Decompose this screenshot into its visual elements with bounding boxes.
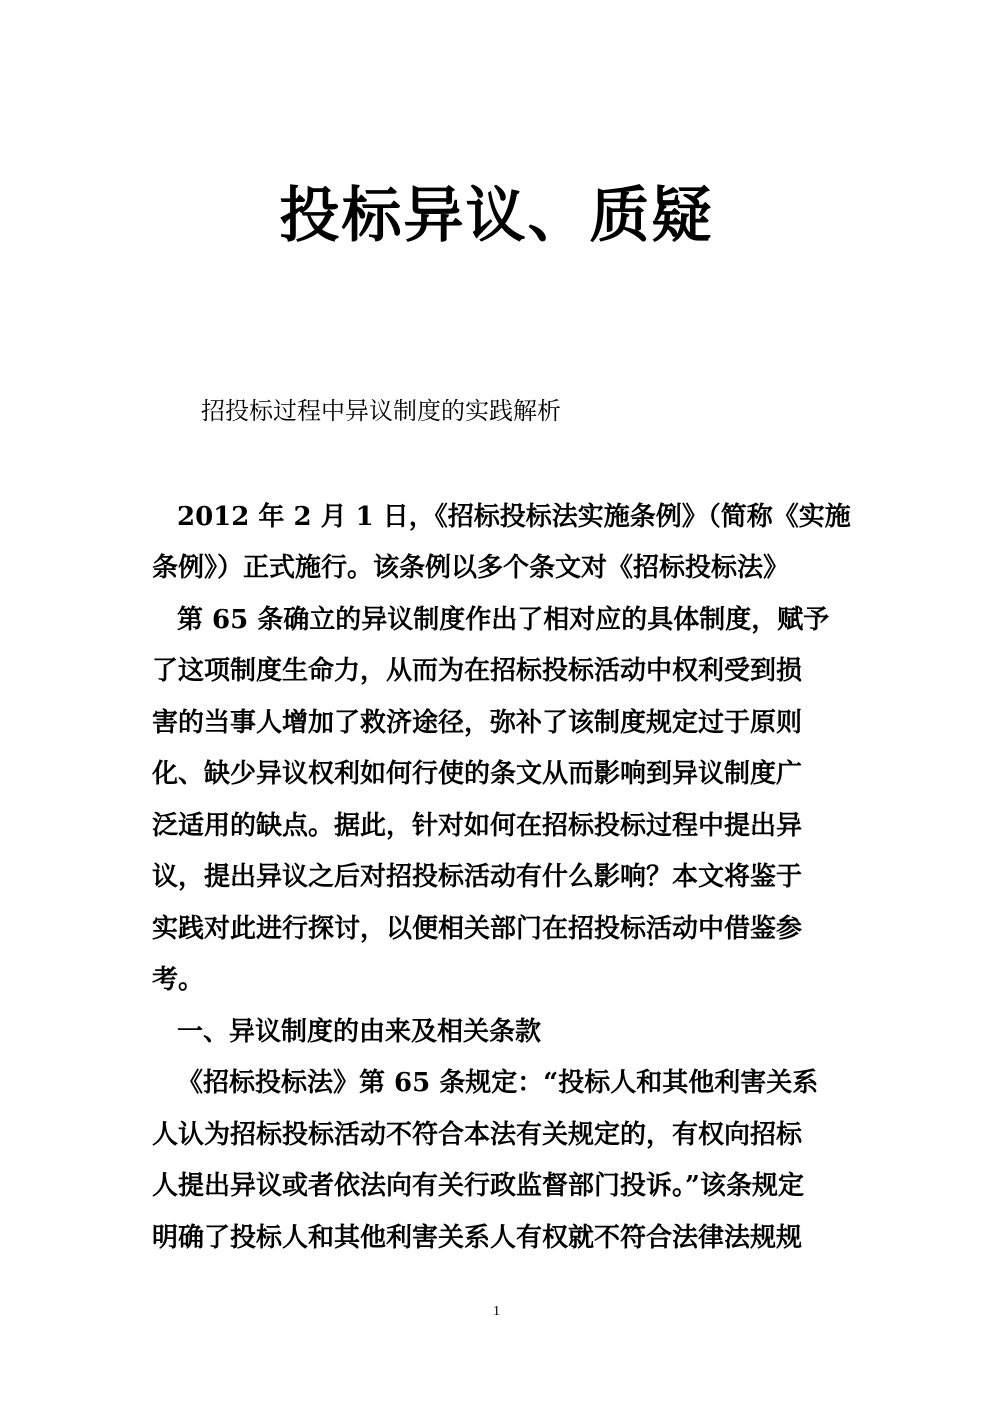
body-line: 泛适用的缺点。据此，针对如何在招标投标过程中提出异 — [152, 811, 803, 841]
document-subtitle: 招投标过程中异议制度的实践解析 — [201, 397, 561, 425]
body-line: 明确了投标人和其他利害关系人有权就不符合法律法规规 — [152, 1223, 803, 1253]
body-line: 害的当事人增加了救济途径，弥补了该制度规定过于原则 — [152, 708, 803, 738]
body-line: 化、缺少异议权利如何行使的条文从而影响到异议制度广 — [152, 759, 803, 789]
body-line: 2012 年 2 月 1 日，《招标投标法实施条例》（简称《实施 — [177, 502, 851, 532]
body-line: 条例》）正式施行。该条例以多个条文对《招标投标法》 — [152, 553, 790, 583]
document-title: 投标异议、质疑 — [279, 181, 714, 251]
body-line: 人认为招标投标活动不符合本法有关规定的，有权向招标 — [152, 1120, 803, 1150]
page-number: 1 — [493, 1304, 500, 1319]
body-line: 了这项制度生命力，从而为在招标投标活动中权利受到损 — [152, 656, 803, 686]
body-line: 考。 — [152, 965, 205, 995]
section-heading: 一、异议制度的由来及相关条款 — [177, 1017, 542, 1047]
body-line: 人提出异议或者依法向有关行政监督部门投诉。”该条规定 — [152, 1171, 804, 1201]
body-line: 第 65 条确立的异议制度作出了相对应的具体制度，赋予 — [177, 605, 830, 635]
body-line: 议，提出异议之后对招投标活动有什么影响？本文将鉴于 — [152, 862, 803, 892]
body-line: 《招标投标法》第 65 条规定：“投标人和其他利害关系 — [177, 1068, 819, 1098]
body-line: 实践对此进行探讨，以便相关部门在招投标活动中借鉴参 — [152, 914, 803, 944]
